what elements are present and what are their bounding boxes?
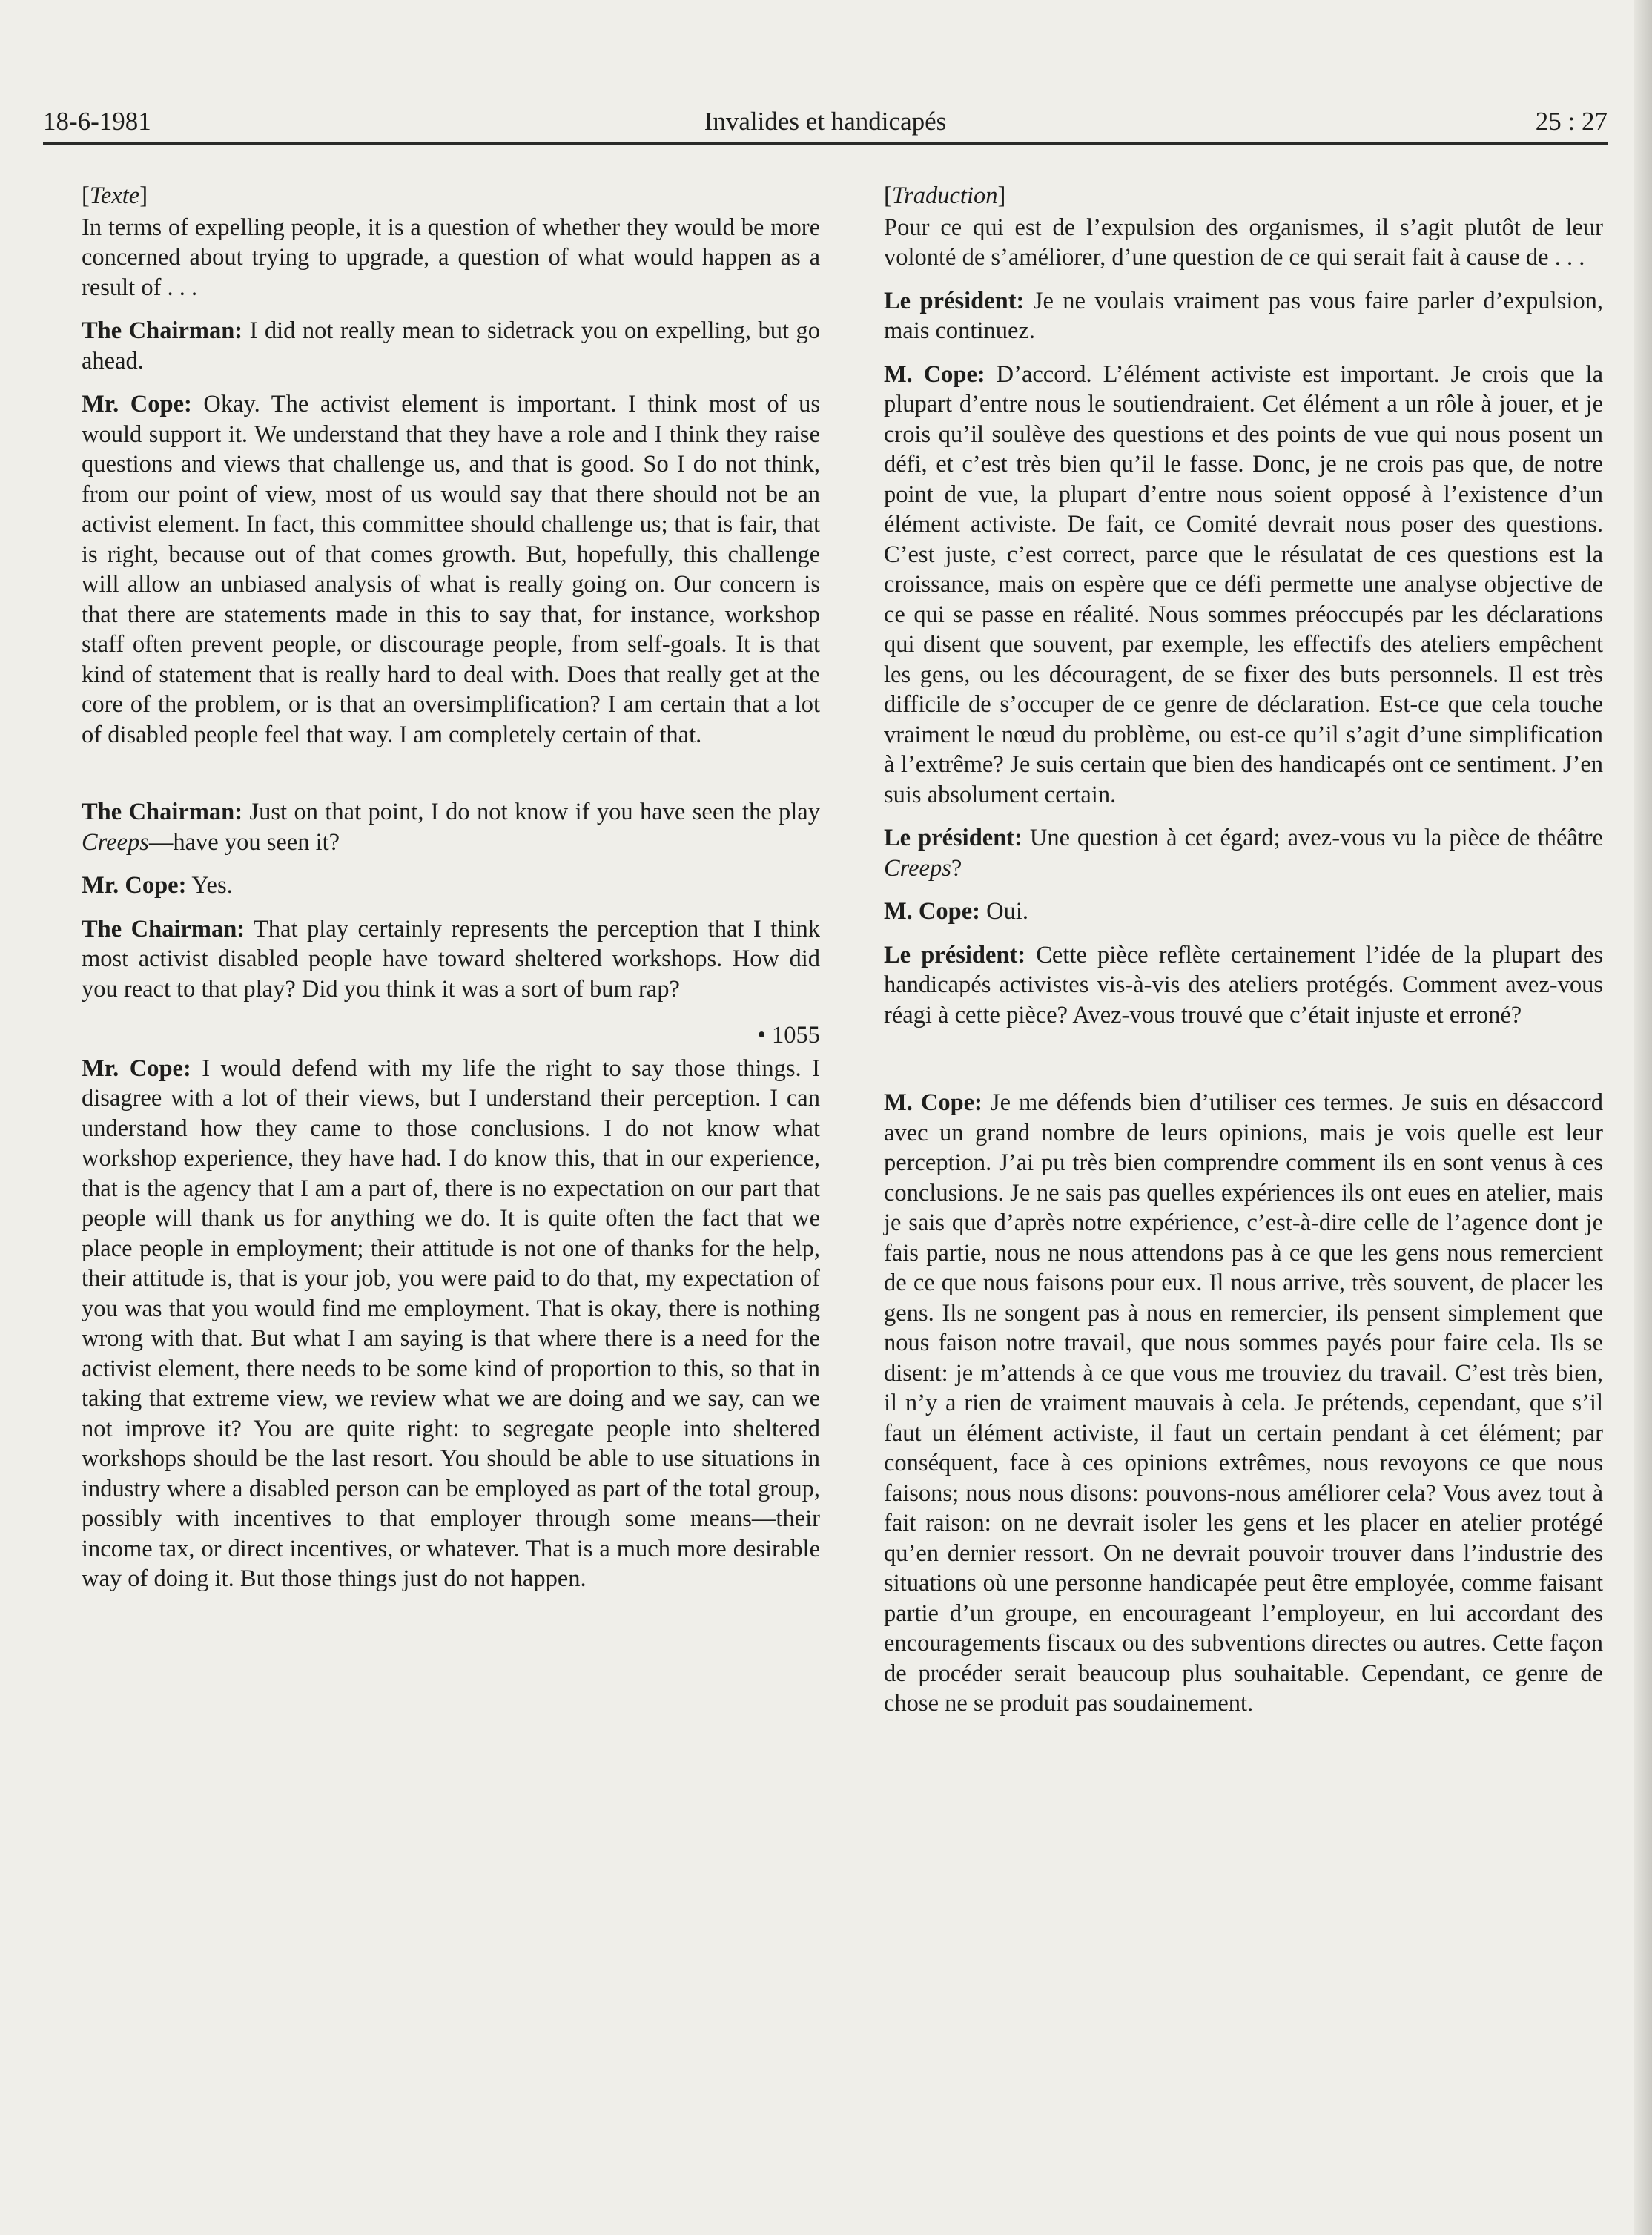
paragraph: The Chairman: That play certainly represents the perception that I think most activist disabled people have toward sheltered workshops. How did you react to that play? Did you think it was a sort of bum rap?	[82, 915, 820, 1003]
english-column	[82, 181, 820, 1608]
paragraph: M. Cope: Oui.	[884, 898, 1028, 925]
paragraph: Le président: Cette pièce reflète certainement l’idée de la plupart des handicapés activistes vis-à-vis des ateliers protégés. Comment avez-vous réagi à cette pièce? Avez-vous trouvé que c’était injuste et erroné?	[884, 941, 1603, 1029]
paragraph: Le président: Je ne voulais vraiment pas vous faire parler d’expulsion, mais continuez.	[884, 287, 1603, 344]
paragraph: The Chairman: I did not really mean to sidetrack you on expelling, but go ahead.	[82, 317, 820, 374]
speaker-label: Le président:	[884, 287, 1025, 314]
page-edge-shadow	[1634, 0, 1652, 2235]
speaker-label: The Chairman:	[82, 317, 243, 344]
speaker-label: Mr. Cope:	[82, 872, 187, 899]
speaker-label: The Chairman:	[82, 915, 245, 942]
header-date: 18-6-1981	[43, 107, 151, 136]
paragraph: Mr. Cope: I would defend with my life the right to say those things. I disagree with a lot of their views, but I understand their perception. I can understand how they came to those conclusions. I do not know what workshop experience, they have had. I do know this, that in our experience, that is the agency that I am a part of, there is no expectation on our part that people will thank us for anything we do. It is quite often the fact that we place people in employment; their attitude is not one of thanks for the help, their attitude is, that is your job, you were paid to do that, my expectation of you was that you would find me employment. That is okay, there is nothing wrong with that. But what I am saying is that where there is a need for the activist element, there needs to be some kind of proportion to this, so that in taking that extreme view, we review what we are doing and we say, can we not improve it? You are quite right: to segregate people into sheltered workshops should be the last resort. You should be able to use situations in industry where a disabled person can be employed as part of the total group, possibly with incentives to that employer through some means—their income tax, or direct incentives, or whatever. That is a much more desirable way of doing it. But those things just do not happen.	[82, 1054, 820, 1592]
time-marker: • 1055	[757, 1022, 820, 1049]
paragraph: M. Cope: D’accord. L’élément activiste est important. Je crois que la plupart d’entre nous le soutiendraient. Cet élément a un rôle à jouer, et je crois qu’il soulève des questions et des points de vue qui nous posent un défi, et c’est très bien qu’il le fasse. Donc, je ne crois pas que, de notre point de vue, la plupart d’entre nous soient opposé à l’existence d’un élément activiste. De fait, ce Comité devrait nous poser des questions. C’est juste, c’est correct, parce que le résulatat de ces questions est la croissance, mais on espère que ce défi permette une analyse objective de ce qui se passe en réalité. Nous sommes préoccupés par les déclarations qui disent que souvent, par exemple, les effectifs des ateliers empêchent les gens, ou les découragent, de se fixer des buts personnels. Il est très difficile de s’occuper de ce genre de déclaration. Est-ce que cela touche vraiment le nœud du problème, ou est-ce qu’il s’agit d’une simplification à l’extrême? Je suis certain que bien des handicapés ont ce sentiment. J’en suis absolument certain.	[884, 360, 1603, 808]
speaker-label: Mr. Cope:	[82, 391, 192, 417]
speaker-label: M. Cope:	[884, 898, 980, 925]
play-title: Creeps	[82, 828, 149, 856]
column-tag-traduction: [Traduction]	[884, 182, 1006, 209]
speaker-label: Le président:	[884, 941, 1026, 968]
play-title: Creeps	[884, 854, 951, 882]
header-rule	[43, 142, 1608, 145]
paragraph: Mr. Cope: Yes.	[82, 872, 233, 899]
header-page-number: 25 : 27	[1535, 107, 1608, 136]
speaker-label: M. Cope:	[884, 1089, 982, 1116]
paragraph: Mr. Cope: Okay. The activist element is important. I think most of us would support it. We understand that they have a role and I think they raise questions and views that challenge us, and that is good. So I do not think, from our point of view, most of us would say that there should not be an activist element. In fact, this committee should challenge us; that is fair, that is right, because out of that comes growth. But, hopefully, this challenge will allow an unbiased analysis of what is really going on. Our concern is that there are statements made in this to say that, for instance, workshop staff often prevent people, or discourage people, from self-goals. It is that kind of statement that is really hard to deal with. Does that really get at the core of the problem, or is that an oversimplification? I am certain that a lot of disabled people feel that way. I am completely certain of that.	[82, 391, 820, 748]
paragraph: In terms of expelling people, it is a question of whether they would be more concerned about trying to upgrade, a question of what would happen as a result of . . .	[82, 214, 820, 301]
paragraph: The Chairman: Just on that point, I do not know if you have seen the play Creeps—have you seen it?	[82, 799, 820, 856]
french-column	[884, 181, 1603, 1732]
spacer	[884, 1043, 1603, 1088]
speaker-label: M. Cope:	[884, 360, 985, 388]
speaker-label: Le président:	[884, 825, 1022, 851]
column-tag-texte: [Texte]	[82, 182, 148, 209]
paragraph: M. Cope: Je me défends bien d’utiliser ces termes. Je suis en désaccord avec un grand nombre de leurs opinions, mais je vois quelle est leur perception. J’ai pu très bien comprendre comment ils en sont venus à ces conclusions. Je ne sais pas quelles expériences ils ont eues en atelier, mais je sais que d’après notre expérience, c’est-à-dire celle de l’agence dont je fais partie, nous ne nous attendons pas à ce que les gens nous remercient de ce que nous faisons pour eux. Il nous arrive, très souvent, de placer les gens. Ils ne songent pas à nous en remercier, ils pensent simplement que nous faison notre travail, que nous sommes payés pour faire cela. Ils se disent: je m’attends à ce que vous me trouviez du travail. C’est très bien, il n’y a rien de vraiment mauvais à cela. Je prétends, cependant, que s’il faut un élément activiste, il faut un certain pendant à cet élément; par conséquent, face à ces opinions extrêmes, nous revoyons ce que nous faisons; nous nous disons: pouvons-nous améliorer cela? Vous avez tout à fait raison: on ne devrait isoler les gens et les placer en atelier protégé qu’en dernier ressort. On ne devrait pouvoir trouver dans l’industrie des situations où une personne handicapée peut être employée, comme faisant partie d’un groupe, en encourageant l’employeur, en lui accordant des encouragements fiscaux ou des subventions directes ou autres. Cette façon de procéder serait beaucoup plus souhaitable. Cependant, ce genre de chose ne se produit pas soudainement.	[884, 1089, 1603, 1717]
speaker-label: Mr. Cope:	[82, 1054, 191, 1082]
paragraph: Pour ce qui est de l’expulsion des organismes, il s’agit plutôt de leur volonté de s’améliorer, d’une question de ce qui serait fait à cause de . . .	[884, 214, 1603, 271]
spacer	[82, 763, 820, 797]
paragraph: Le président: Une question à cet égard; avez-vous vu la pièce de théâtre Creeps?	[884, 825, 1603, 882]
header-title: Invalides et handicapés	[704, 107, 947, 136]
page-header	[43, 101, 1608, 145]
speaker-label: The Chairman:	[82, 799, 243, 825]
